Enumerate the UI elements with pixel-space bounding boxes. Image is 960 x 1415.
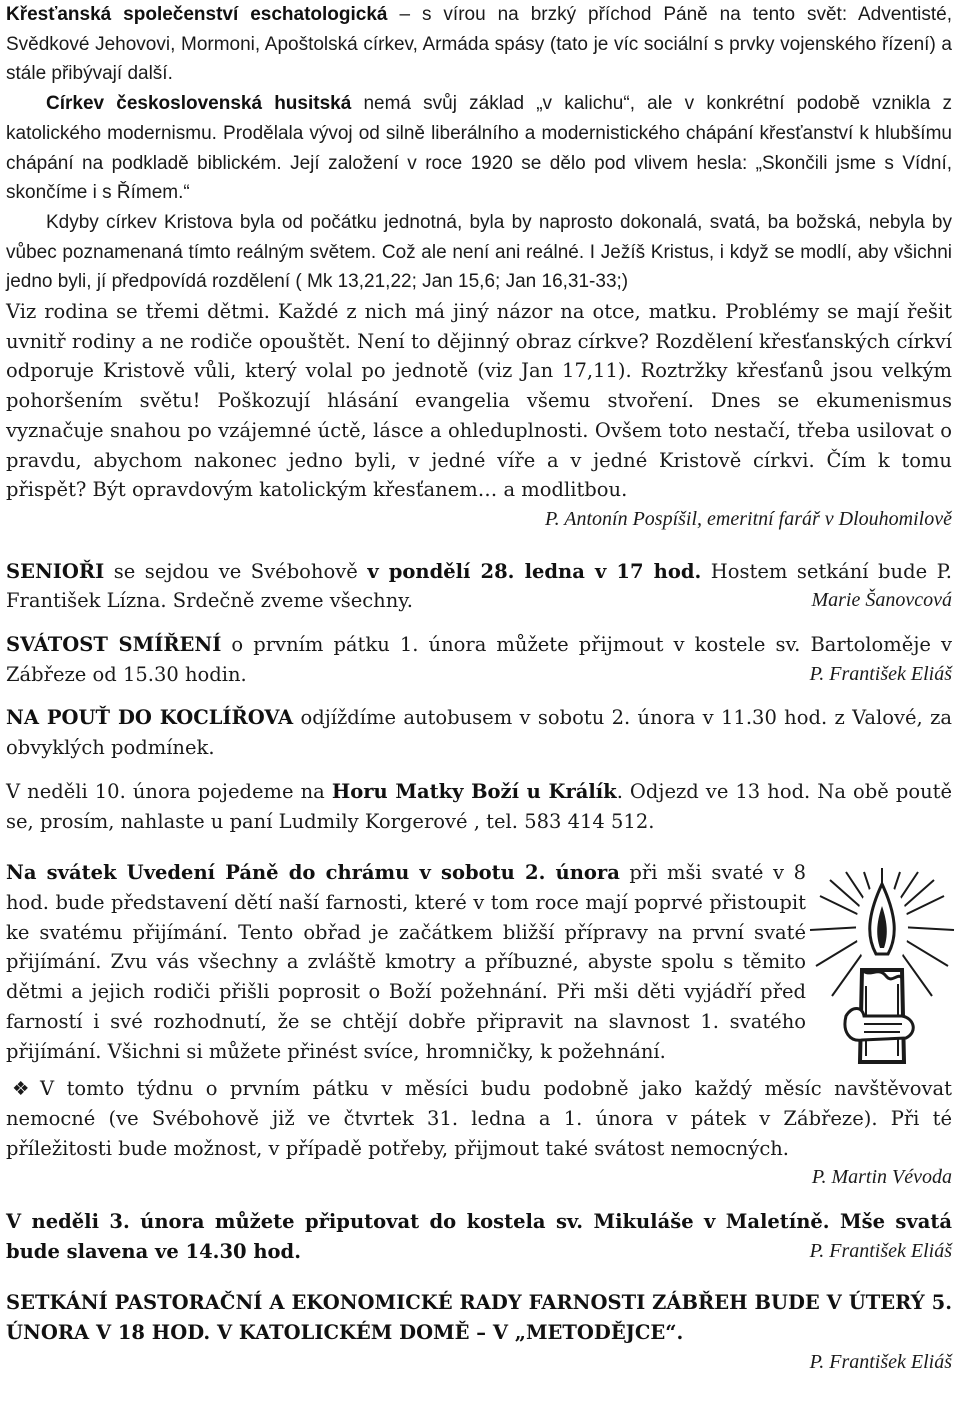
smireni-paragraph bbox=[6, 630, 952, 689]
seniori-date: v pondělí 28. ledna v 17 hod. bbox=[367, 559, 702, 583]
hora-place: Horu Matky Boží u Králík bbox=[331, 779, 617, 803]
pout-lead: NA POUŤ DO KOCLÍŘOVA bbox=[6, 706, 294, 730]
intro-paragraph bbox=[6, 0, 952, 89]
smireni-signature: P. František Eliáš bbox=[809, 662, 952, 685]
diamond-bullet-icon: ❖ bbox=[12, 1077, 30, 1101]
seniori-text-2: Hostem setkání bude P. František Lízna. Srdečně zveme všechny. bbox=[6, 559, 953, 613]
husite-text-1: nemá svůj základ „v kalichu“, ale v konkrétní podobě vznikla z katolického modernismu. bbox=[6, 93, 952, 144]
nemocni-text: V tomto týdnu o prvním pátku v měsíci budu podobně jako každý měsíc navštěvovat nemocné (ve Svébohově již ve čtvrtek 31. ledna a 1. února v pátek v Zábřeze). Při té příležitosti bude možnost, v případě potřeby, přijmout také svátost nemocných. bbox=[6, 1077, 952, 1160]
hora-text-1: V neděli 10. února pojedeme na bbox=[6, 779, 332, 803]
candle-icon bbox=[806, 866, 958, 1066]
seniori-lead: SENIOŘI bbox=[6, 559, 105, 583]
smireni-text: o prvním pátku 1. února můžete přijmout v kostele sv. Bartoloměje v Zábřeze od 15.30 hodin. bbox=[6, 633, 953, 686]
intro-lead: Křesťanská společenství eschatologická bbox=[6, 4, 388, 25]
bulletin-page bbox=[6, 0, 952, 1378]
uvedeni-paragraph bbox=[6, 858, 806, 1066]
husite-paragraph bbox=[6, 89, 952, 208]
intro-text: – s vírou na brzký příchod Páně na tento svět: Adventisté, Svědkové Jehovovi, Mormoni, Apoštolská církev, Armáda spásy (tato je víc sociální s prvky vojenského řízení) a stále přibývají další. bbox=[6, 4, 952, 85]
nemocni-paragraph bbox=[6, 1074, 952, 1163]
husite-text-3: Její založení v roce 1920 se dělo pod vlivem hesla: „Skončili jsme s Vídní, skončíme i s Římem.“ bbox=[6, 152, 952, 204]
rodina-paragraph: Viz rodina se třemi dětmi. Každé z nich má jiný názor na otce, matku. Problémy se mají řešit uvnitř rodiny a ne rodiče opouštět. Není to dějinný obraz církve? Rozdělení křesťanských církví odporuje Kristově vůli, který volal po jednotě (viz Jan 17,11). Roztržky křesťanů jsou velkým pohoršením světu! Poškozují hlásání evangelia všemu stvoření. Dnes se ekumenismus vyznačuje snahou po vzájemné úctě, lásce a ohleduplnosti. Ovšem toto nestačí, třeba usilovat o pravdu, abychom nakonec jedno byli, v jedné víře a v jedné Kristově církvi. Čím k tomu přispět? Být opravdovým katolickým křesťanem… a modlitbou. bbox=[6, 300, 952, 502]
seniori-text-1: se sejdou ve Svébohově bbox=[104, 559, 368, 583]
kdyby-paragraph: Kdyby církev Kristova byla od počátku jednotná, byla by naprosto dokonalá, svatá, ba božská, nebyla by vůbec poznamenaná tímto reálným světem. Což ale není ani reálné. I Ježíš Kristus, i když se modlí, aby všichni jedno byli, jí předpovídá rozdělení ( Mk 13,21,22; Jan 15,6; Jan 16,31-33;) bbox=[6, 211, 952, 293]
setkani-text: SETKÁNÍ PASTORAČNÍ A EKONOMICKÉ RADY FARNOSTI ZÁBŘEH BUDE V ÚTERÝ 5. ÚNORA V 18 HOD. V KATOLICKÉM DOMĚ – V „METODĚJCE“. bbox=[6, 1291, 952, 1345]
maletin-paragraph bbox=[6, 1207, 952, 1266]
husite-text-2: Prodělala vývoj od silně liberálního a modernistického chápání křesťanství k hlubšímu chápání na podkladě biblickém. bbox=[6, 122, 952, 174]
uvedeni-text: při mši svaté v 8 hod. bude představení dětí naší farnosti, které v tom roce mají poprvé přistoupit ke svatému přijímání. Tento obřad je začátkem bližší přípravy na první svaté přijímání. Zvu vás všechny a zvláště kmotry a příbuzné, abyste spolu s těmito dětmi a jejich rodiči přišli poprosit o Boží požehnání. Při mši děti vyjádří před farností i své rozhodnutí, že se chtějí dobře připravit na slavnost 1. svatého přijímání. Všichni si můžete přinést svíce, hromničky, k požehnání. bbox=[6, 861, 807, 1063]
candle-illustration bbox=[806, 866, 958, 1066]
signature-vevoda: P. Martin Vévoda bbox=[811, 1166, 952, 1189]
signature-pospisil: P. Antonín Pospíšil, emeritní farář v Dlouhomilově bbox=[544, 507, 952, 530]
husite-lead: Církev československá husitská bbox=[46, 93, 352, 115]
signature-elias-final: P. František Eliáš bbox=[809, 1350, 952, 1373]
setkani-paragraph bbox=[6, 1288, 952, 1347]
maletin-text: V neděli 3. února můžete připutovat do kostela sv. Mikuláše v Maletíně. Mše svatá bude slavena ve 14.30 hod. bbox=[6, 1210, 952, 1263]
smireni-lead: SVÁTOST SMÍŘENÍ bbox=[6, 633, 222, 657]
hora-text-2: . Odjezd ve 13 hod. Na obě poutě se, prosím, nahlaste u paní Ludmily Korgerové , tel. 583 414 512. bbox=[6, 779, 953, 833]
hora-paragraph bbox=[6, 777, 952, 836]
maletin-signature: P. František Eliáš bbox=[809, 1239, 952, 1262]
uvedeni-lead: Na svátek Uvedení Páně do chrámu v sobotu 2. února bbox=[6, 861, 620, 885]
pout-paragraph bbox=[6, 703, 952, 762]
seniori-signature: Marie Šanovcová bbox=[811, 589, 952, 612]
pout-text: odjíždíme autobusem v sobotu 2. února v 11.30 hod. z Valové, za obvyklých podmínek. bbox=[6, 706, 952, 760]
seniori-paragraph bbox=[6, 557, 952, 616]
